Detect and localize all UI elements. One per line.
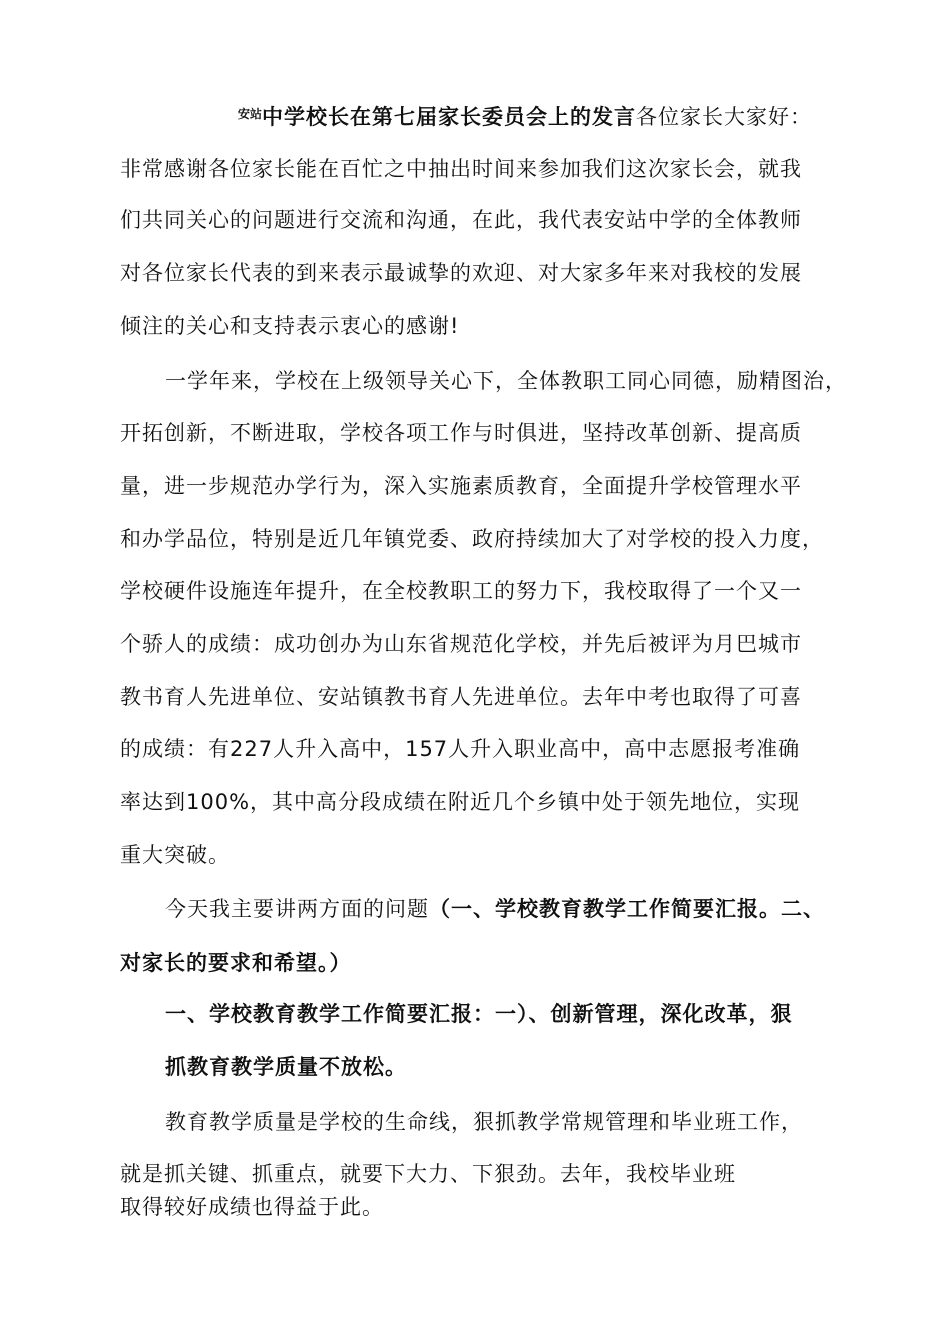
intro-line: 对各位家长代表的到来表示最诚挚的欢迎、对大家多年来对我校的发展 [120, 261, 802, 285]
intro-line: 非常感谢各位家长能在百忙之中抽出时间来参加我们这次家长会，就我 [120, 157, 802, 181]
section-heading: 一、学校教育教学工作简要汇报：一）、创新管理，深化改革，狠 [165, 1002, 793, 1026]
topics-intro: 今天我主要讲两方面的问题 [165, 897, 429, 921]
section-heading: 抓教育教学质量不放松。 [165, 1055, 407, 1079]
greeting: 各位家长大家好： [636, 105, 813, 129]
topics-line: 对家长的要求和希望。） [120, 951, 352, 975]
paragraph-line: 教育教学质量是学校的生命线，狠抓教学常规管理和毕业班工作， [165, 1110, 803, 1134]
document-title: 中学校长在第七届家长委员会上的发言 [262, 105, 637, 129]
topics-line [165, 895, 825, 923]
topics-list: （一、学校教育教学工作简要汇报。二、 [429, 897, 825, 921]
paragraph-line: 开拓创新，不断进取，学校各项工作与时俱进，坚持改革创新、提高质 [120, 421, 802, 445]
paragraph-line: 一学年来，学校在上级领导关心下，全体教职工同心同德，励精图治， [165, 369, 847, 393]
paragraph-line: 率达到100%，其中高分段成绩在附近几个乡镇中处于领先地位，实现 [120, 790, 801, 814]
intro-line: 倾注的关心和支持表示衷心的感谢! [120, 314, 460, 338]
paragraph-line: 取得较好成绩也得益于此。 [120, 1195, 384, 1219]
intro-line: 们共同关心的问题进行交流和沟通，在此，我代表安站中学的全体教师 [120, 208, 802, 232]
title-line [238, 100, 812, 131]
paragraph-line: 重大突破。 [120, 843, 230, 867]
paragraph-line: 学校硬件设施连年提升，在全校教职工的努力下，我校取得了一个又一 [120, 579, 802, 603]
title-prefix: 安站 [238, 107, 263, 121]
paragraph-line: 教书育人先进单位、安站镇教书育人先进单位。去年中考也取得了可喜 [120, 685, 802, 709]
paragraph-line: 的成绩：有227人升入高中，157人升入职业高中，高中志愿报考准确 [120, 737, 801, 761]
paragraph-line: 和办学品位，特别是近几年镇党委、政府持续加大了对学校的投入力度， [120, 527, 824, 551]
paragraph-line: 个骄人的成绩：成功创办为山东省规范化学校，并先后被评为月巴城市 [120, 632, 802, 656]
paragraph-line: 量，进一步规范办学行为，深入实施素质教育，全面提升学校管理水平 [120, 474, 802, 498]
paragraph-line: 就是抓关键、抓重点，就要下大力、下狠劲。去年，我校毕业班 [120, 1162, 736, 1186]
